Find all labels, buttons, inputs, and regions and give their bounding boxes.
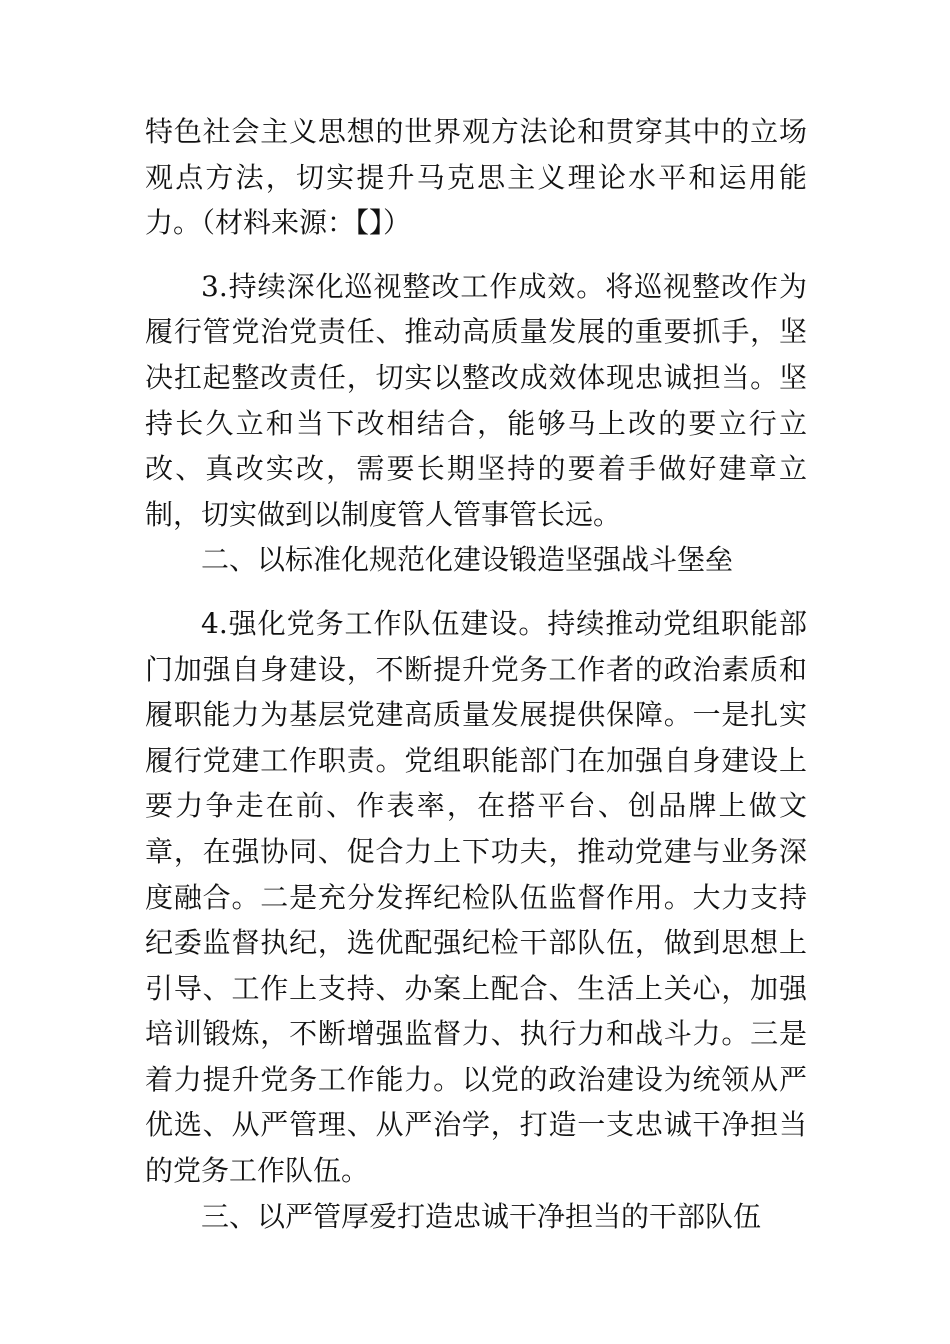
section-heading-2: 二、以标准化规范化建设锻造坚强战斗堡垒: [201, 543, 734, 577]
paragraph-item-3: 3.持续深化巡视整改工作成效。将巡视整改作为履行管党治党责任、推动高质量发展的重要抓手，坚决扛起整改责任，切实以整改成效体现忠诚担当。坚持长久立和当下改相结合，能够马上改的要立行立改、真改实改，需要长期坚持的要着手做好建章立制，切实做到以制度管人管事管长远。: [145, 269, 807, 531]
section-heading-3: 三、以严管厚爱打造忠诚干净担当的干部队伍: [201, 1199, 762, 1233]
document-body: [145, 109, 807, 1239]
paragraph-continuation: 特色社会主义思想的世界观方法论和贯穿其中的立场观点方法，切实提升马克思主义理论水平和运用能力。（材料来源：【】）: [145, 115, 807, 240]
paragraph-item-4: 4.强化党务工作队伍建设。持续推动党组职能部门加强自身建设，不断提升党务工作者的政治素质和履职能力为基层党建高质量发展提供保障。一是扎实履行党建工作职责。党组职能部门在加强自身建设上要力争走在前、作表率，在搭平台、创品牌上做文章，在强协同、促合力上下功夫，推动党建与业务深度融合。二是充分发挥纪检队伍监督作用。大力支持纪委监督执纪，选优配强纪检干部队伍，做到思想上引导、工作上支持、办案上配合、生活上关心，加强培训锻炼，不断增强监督力、执行力和战斗力。三是着力提升党务工作能力。以党的政治建设为统领从严优选、从严管理、从严治学，打造一支忠诚干净担当的党务工作队伍。: [145, 606, 807, 1188]
